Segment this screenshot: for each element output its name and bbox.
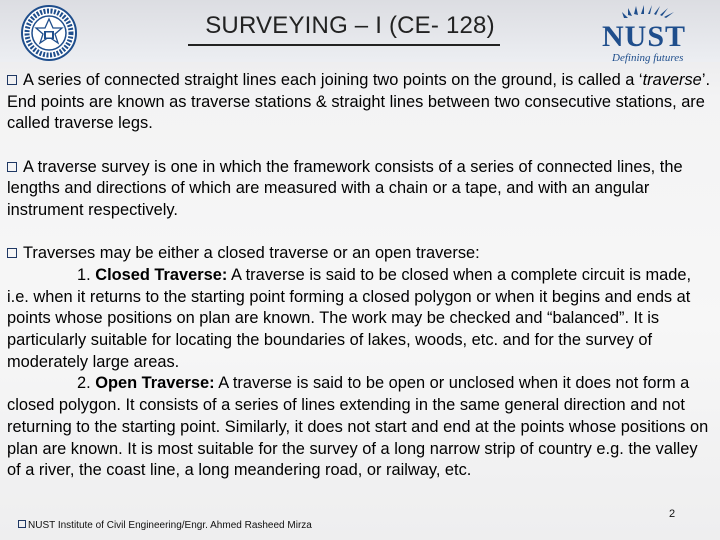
- list-number: 1.: [77, 265, 91, 284]
- term-traverse: traverse: [642, 71, 702, 89]
- paragraph-text: A traverse survey is one in which the framework consists of a series of connected lines, the lengths and directions of which are measured with a chain or a tape, and with an angular instrument respectively.: [7, 157, 683, 220]
- closed-traverse-label: Closed Traverse:: [95, 265, 228, 284]
- paragraph-text: Traverses may be either a closed traverse or an open traverse:: [23, 244, 480, 263]
- closed-traverse-text: A traverse is said to be closed when a complete circuit is made, i.e. when it returns to the starting point forming a closed polygon or when it begins and ends at points whose positions on plan are known. The work may be checked and “balanced”. It is particularly suitable for locating the boundaries of lakes, woods, etc. and for the survey of moderately large areas.: [7, 265, 692, 371]
- checkbox-bullet-icon: [18, 520, 26, 528]
- open-traverse-text: A traverse is said to be open or unclosed when it does not form a closed polygon. It consists of a series of lines extending in the same general direction and not returning to the starting point. Similarly, it does not start and end at the points whose positions on plan are known. It is most suitable for the survey of a long narrow strip of country e.g. the valley of a river, the coast line, a long meandering road, or railway, etc.: [7, 374, 709, 480]
- open-traverse-label: Open Traverse:: [95, 374, 215, 393]
- paragraph-traverse-definition: [7, 70, 715, 135]
- checkbox-bullet-icon: [7, 248, 17, 258]
- checkbox-bullet-icon: [7, 75, 17, 85]
- list-number: 2.: [77, 374, 91, 393]
- slide-body: [7, 70, 715, 482]
- nust-logo-icon: [598, 4, 716, 66]
- university-seal-icon: [6, 4, 92, 62]
- page-number: 2: [669, 508, 676, 520]
- paragraph-text: A series of connected straight lines each joining two points on the ground, is called a ‘: [23, 71, 643, 89]
- footer-text: NUST Institute of Civil Engineering/Engr. Ahmed Rasheed Mirza: [28, 520, 312, 531]
- paragraph-traverse-types: [7, 243, 715, 482]
- paragraph-text: ’. End points are known as traverse stations & straight lines between two consecutive stations, are called traverse legs.: [7, 71, 711, 133]
- slide-title: SURVEYING – I (CE- 128): [205, 12, 495, 39]
- checkbox-bullet-icon: [7, 162, 17, 172]
- svg-text:NUST: NUST: [602, 20, 687, 53]
- title-underline: [188, 44, 500, 46]
- svg-text:Defining futures: Defining futures: [612, 52, 684, 64]
- footer: [18, 520, 312, 531]
- paragraph-traverse-survey: [7, 157, 715, 222]
